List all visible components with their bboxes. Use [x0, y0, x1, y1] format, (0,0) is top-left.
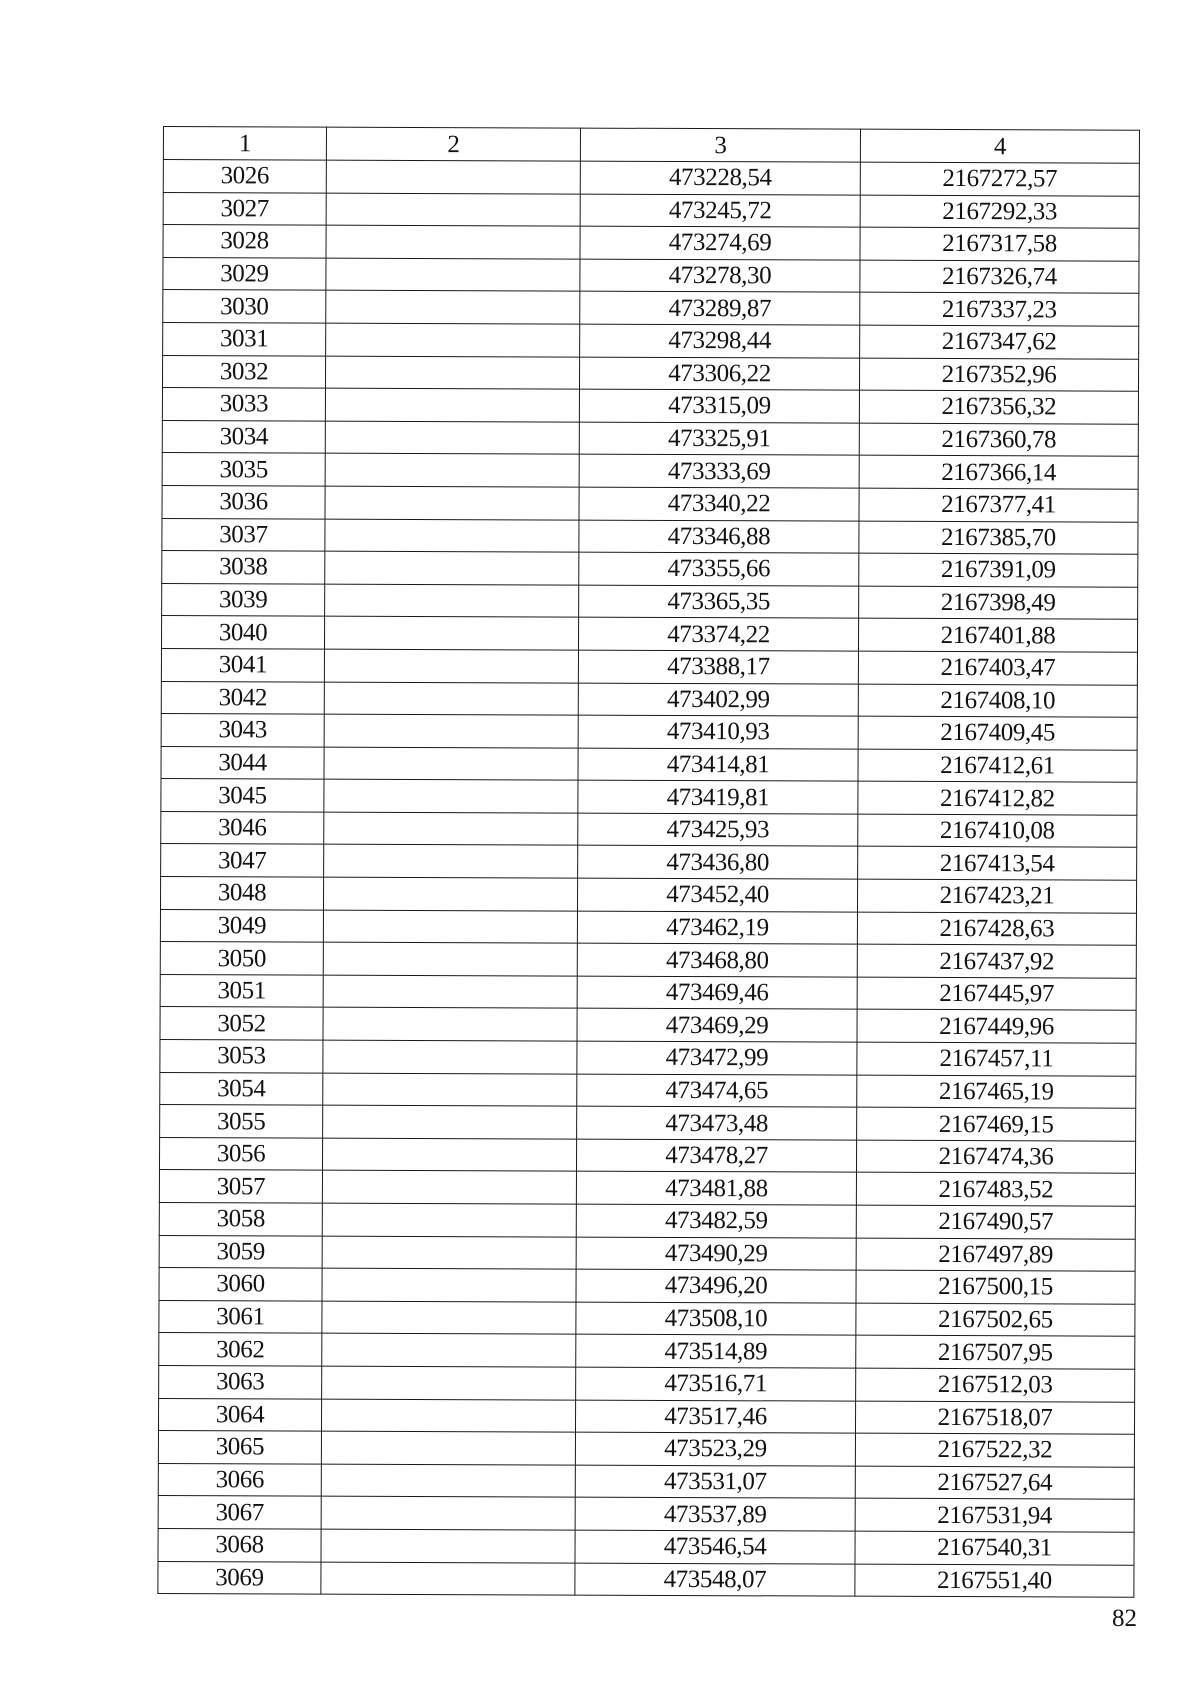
point-number-cell: 3051 [160, 974, 323, 1007]
point-number-cell: 3030 [163, 290, 326, 323]
table-row [159, 1137, 1135, 1173]
table-row [163, 322, 1139, 358]
point-number-cell: 3066 [158, 1463, 321, 1496]
empty-cell [322, 1301, 576, 1335]
table-row [159, 1300, 1135, 1336]
table-row [160, 1072, 1136, 1108]
column-header-4: 4 [860, 129, 1139, 163]
page-number: 82 [1112, 1605, 1137, 1632]
x-coordinate-cell: 473419,81 [578, 780, 858, 814]
point-number-cell: 3065 [158, 1431, 321, 1464]
empty-cell [325, 519, 579, 553]
table-row [160, 877, 1136, 913]
empty-cell [322, 1171, 576, 1205]
table-row [161, 844, 1137, 880]
table-row [161, 648, 1137, 684]
point-number-cell: 3034 [162, 420, 325, 453]
point-number-cell: 3029 [163, 257, 326, 290]
empty-cell [324, 812, 578, 846]
x-coordinate-cell: 473490,29 [576, 1237, 856, 1271]
table-row [160, 1040, 1136, 1076]
x-coordinate-cell: 473278,30 [580, 259, 860, 293]
table-row [163, 257, 1139, 293]
x-coordinate-cell: 473340,22 [579, 487, 859, 521]
point-number-cell: 3036 [162, 485, 325, 518]
empty-cell [322, 1366, 576, 1400]
y-coordinate-cell: 2167366,14 [859, 456, 1138, 490]
x-coordinate-cell: 473306,22 [579, 357, 859, 391]
empty-cell [324, 682, 578, 716]
x-coordinate-cell: 473365,35 [579, 585, 859, 619]
table-row [158, 1463, 1134, 1499]
column-header-2: 2 [326, 127, 580, 161]
coordinates-table [157, 126, 1140, 1598]
table-row [162, 420, 1138, 456]
x-coordinate-cell: 473514,89 [576, 1334, 856, 1368]
y-coordinate-cell: 2167360,78 [859, 423, 1138, 457]
y-coordinate-cell: 2167408,10 [858, 684, 1137, 718]
y-coordinate-cell: 2167317,58 [860, 227, 1139, 261]
x-coordinate-cell: 473516,71 [576, 1367, 856, 1401]
point-number-cell: 3052 [160, 1007, 323, 1040]
point-number-cell: 3026 [163, 160, 326, 193]
empty-cell [325, 388, 579, 422]
empty-cell [321, 1464, 575, 1498]
point-number-cell: 3033 [162, 388, 325, 421]
point-number-cell: 3062 [159, 1333, 322, 1366]
x-coordinate-cell: 473508,10 [576, 1302, 856, 1336]
table-row [161, 746, 1137, 782]
empty-cell [326, 193, 580, 227]
empty-cell [325, 551, 579, 585]
empty-cell [323, 975, 577, 1009]
x-coordinate-cell: 473481,88 [576, 1172, 856, 1206]
y-coordinate-cell: 2167457,11 [857, 1042, 1136, 1076]
empty-cell [325, 356, 579, 390]
point-number-cell: 3057 [159, 1170, 322, 1203]
y-coordinate-cell: 2167377,41 [859, 488, 1138, 522]
table-row [160, 1105, 1136, 1141]
table-row [161, 811, 1137, 847]
point-number-cell: 3047 [161, 844, 324, 877]
y-coordinate-cell: 2167337,23 [860, 293, 1139, 327]
table-header [163, 127, 1139, 164]
x-coordinate-cell: 473388,17 [578, 650, 858, 684]
x-coordinate-cell: 473298,44 [580, 324, 860, 358]
x-coordinate-cell: 473496,20 [576, 1269, 856, 1303]
x-coordinate-cell: 473333,69 [579, 454, 859, 488]
x-coordinate-cell: 473402,99 [578, 683, 858, 717]
point-number-cell: 3050 [160, 942, 323, 975]
point-number-cell: 3037 [162, 518, 325, 551]
empty-cell [326, 323, 580, 357]
point-number-cell: 3069 [158, 1561, 321, 1594]
point-number-cell: 3045 [161, 779, 324, 812]
y-coordinate-cell: 2167497,89 [856, 1238, 1135, 1272]
table-row [162, 551, 1138, 587]
point-number-cell: 3038 [162, 551, 325, 584]
x-coordinate-cell: 473315,09 [579, 389, 859, 423]
empty-cell [324, 649, 578, 683]
x-coordinate-cell: 473548,07 [575, 1563, 855, 1597]
y-coordinate-cell: 2167502,65 [856, 1303, 1135, 1337]
point-number-cell: 3055 [160, 1105, 323, 1138]
empty-cell [321, 1399, 575, 1433]
y-coordinate-cell: 2167401,88 [858, 618, 1137, 652]
point-number-cell: 3049 [160, 909, 323, 942]
table-row [161, 681, 1137, 717]
empty-cell [325, 486, 579, 520]
y-coordinate-cell: 2167483,52 [856, 1173, 1135, 1207]
empty-cell [323, 877, 577, 911]
empty-cell [321, 1529, 575, 1563]
point-number-cell: 3039 [162, 583, 325, 616]
table-row [163, 225, 1139, 261]
point-number-cell: 3059 [159, 1235, 322, 1268]
x-coordinate-cell: 473425,93 [578, 813, 858, 847]
table-row [159, 1333, 1135, 1369]
y-coordinate-cell: 2167347,62 [860, 325, 1139, 359]
table-row [160, 942, 1136, 978]
y-coordinate-cell: 2167474,36 [856, 1140, 1135, 1174]
point-number-cell: 3031 [163, 322, 326, 355]
column-header-3: 3 [580, 128, 860, 162]
empty-cell [325, 584, 579, 618]
table-row [163, 290, 1139, 326]
table-row [163, 160, 1139, 196]
x-coordinate-cell: 473474,65 [577, 1074, 857, 1108]
y-coordinate-cell: 2167490,57 [856, 1205, 1135, 1239]
x-coordinate-cell: 473374,22 [578, 617, 858, 651]
y-coordinate-cell: 2167518,07 [855, 1401, 1134, 1435]
empty-cell [324, 845, 578, 879]
x-coordinate-cell: 473546,54 [575, 1530, 855, 1564]
empty-cell [321, 1562, 575, 1596]
table-row [161, 616, 1137, 652]
header-row [163, 127, 1139, 164]
empty-cell [323, 910, 577, 944]
empty-cell [324, 779, 578, 813]
y-coordinate-cell: 2167449,96 [857, 1010, 1136, 1044]
point-number-cell: 3048 [160, 877, 323, 910]
point-number-cell: 3040 [161, 616, 324, 649]
point-number-cell: 3068 [158, 1528, 321, 1561]
table-row [162, 355, 1138, 391]
table-row [161, 714, 1137, 750]
table-row [158, 1398, 1134, 1434]
point-number-cell: 3061 [159, 1300, 322, 1333]
table-row [158, 1496, 1134, 1532]
y-coordinate-cell: 2167512,03 [856, 1368, 1135, 1402]
y-coordinate-cell: 2167531,94 [855, 1499, 1134, 1533]
y-coordinate-cell: 2167500,15 [856, 1270, 1135, 1304]
x-coordinate-cell: 473473,48 [577, 1106, 857, 1140]
point-number-cell: 3035 [162, 453, 325, 486]
x-coordinate-cell: 473468,80 [577, 943, 857, 977]
y-coordinate-cell: 2167522,32 [855, 1433, 1134, 1467]
empty-cell [322, 1203, 576, 1237]
x-coordinate-cell: 473469,46 [577, 976, 857, 1010]
y-coordinate-cell: 2167527,64 [855, 1466, 1134, 1500]
table-row [162, 583, 1138, 619]
y-coordinate-cell: 2167412,61 [858, 749, 1137, 783]
empty-cell [324, 616, 578, 650]
y-coordinate-cell: 2167410,08 [858, 814, 1137, 848]
point-number-cell: 3060 [159, 1268, 322, 1301]
table-row [162, 485, 1138, 521]
x-coordinate-cell: 473228,54 [580, 161, 860, 195]
x-coordinate-cell: 473289,87 [580, 291, 860, 325]
empty-cell [323, 942, 577, 976]
point-number-cell: 3044 [161, 746, 324, 779]
empty-cell [323, 1040, 577, 1074]
point-number-cell: 3056 [159, 1137, 322, 1170]
table-row [158, 1561, 1134, 1597]
empty-cell [321, 1496, 575, 1530]
empty-cell [325, 421, 579, 455]
x-coordinate-cell: 473478,27 [576, 1139, 856, 1173]
table-row [162, 518, 1138, 554]
point-number-cell: 3043 [161, 714, 324, 747]
empty-cell [322, 1268, 576, 1302]
x-coordinate-cell: 473245,72 [580, 194, 860, 228]
empty-cell [324, 747, 578, 781]
empty-cell [326, 291, 580, 325]
y-coordinate-cell: 2167540,31 [855, 1531, 1134, 1565]
empty-cell [323, 1073, 577, 1107]
x-coordinate-cell: 473517,46 [575, 1400, 855, 1434]
point-number-cell: 3064 [158, 1398, 321, 1431]
point-number-cell: 3058 [159, 1202, 322, 1235]
x-coordinate-cell: 473531,07 [575, 1465, 855, 1499]
empty-cell [322, 1236, 576, 1270]
table-row [159, 1235, 1135, 1271]
table-row [159, 1202, 1135, 1238]
table-row [161, 779, 1137, 815]
x-coordinate-cell: 473452,40 [577, 878, 857, 912]
table-body [158, 160, 1139, 1598]
y-coordinate-cell: 2167391,09 [859, 553, 1138, 587]
y-coordinate-cell: 2167413,54 [858, 847, 1137, 881]
empty-cell [322, 1138, 576, 1172]
table-row [159, 1365, 1135, 1401]
y-coordinate-cell: 2167403,47 [858, 651, 1137, 685]
y-coordinate-cell: 2167428,63 [857, 912, 1136, 946]
x-coordinate-cell: 473274,69 [580, 226, 860, 260]
y-coordinate-cell: 2167507,95 [856, 1336, 1135, 1370]
empty-cell [321, 1431, 575, 1465]
point-number-cell: 3042 [161, 681, 324, 714]
empty-cell [323, 1008, 577, 1042]
empty-cell [322, 1333, 576, 1367]
y-coordinate-cell: 2167465,19 [857, 1075, 1136, 1109]
point-number-cell: 3027 [163, 192, 326, 225]
empty-cell [326, 258, 580, 292]
x-coordinate-cell: 473469,29 [577, 1009, 857, 1043]
point-number-cell: 3032 [162, 355, 325, 388]
table-row [158, 1431, 1134, 1467]
x-coordinate-cell: 473414,81 [578, 748, 858, 782]
table-row [162, 388, 1138, 424]
table-row [160, 974, 1136, 1010]
x-coordinate-cell: 473482,59 [576, 1204, 856, 1238]
y-coordinate-cell: 2167385,70 [859, 521, 1138, 555]
x-coordinate-cell: 473325,91 [579, 422, 859, 456]
table-row [160, 1007, 1136, 1043]
point-number-cell: 3054 [160, 1072, 323, 1105]
y-coordinate-cell: 2167326,74 [860, 260, 1139, 294]
y-coordinate-cell: 2167292,33 [860, 195, 1139, 229]
y-coordinate-cell: 2167272,57 [860, 162, 1139, 196]
x-coordinate-cell: 473355,66 [579, 552, 859, 586]
y-coordinate-cell: 2167352,96 [859, 358, 1138, 392]
x-coordinate-cell: 473523,29 [575, 1432, 855, 1466]
table-row [160, 909, 1136, 945]
x-coordinate-cell: 473410,93 [578, 715, 858, 749]
x-coordinate-cell: 473537,89 [575, 1497, 855, 1531]
y-coordinate-cell: 2167445,97 [857, 977, 1136, 1011]
point-number-cell: 3041 [161, 648, 324, 681]
x-coordinate-cell: 473436,80 [578, 846, 858, 880]
empty-cell [324, 714, 578, 748]
y-coordinate-cell: 2167423,21 [857, 879, 1136, 913]
x-coordinate-cell: 473346,88 [579, 520, 859, 554]
point-number-cell: 3053 [160, 1040, 323, 1073]
y-coordinate-cell: 2167551,40 [855, 1564, 1134, 1598]
table-row [162, 453, 1138, 489]
empty-cell [325, 453, 579, 487]
table-row [159, 1268, 1135, 1304]
y-coordinate-cell: 2167356,32 [859, 390, 1138, 424]
table-row [158, 1528, 1134, 1564]
y-coordinate-cell: 2167398,49 [859, 586, 1138, 620]
point-number-cell: 3063 [159, 1365, 322, 1398]
point-number-cell: 3067 [158, 1496, 321, 1529]
empty-cell [326, 225, 580, 259]
x-coordinate-cell: 473472,99 [577, 1041, 857, 1075]
empty-cell [323, 1105, 577, 1139]
empty-cell [326, 160, 580, 194]
y-coordinate-cell: 2167469,15 [857, 1107, 1136, 1141]
y-coordinate-cell: 2167412,82 [858, 781, 1137, 815]
y-coordinate-cell: 2167409,45 [858, 716, 1137, 750]
table-row [159, 1170, 1135, 1206]
point-number-cell: 3028 [163, 225, 326, 258]
x-coordinate-cell: 473462,19 [577, 911, 857, 945]
y-coordinate-cell: 2167437,92 [857, 944, 1136, 978]
point-number-cell: 3046 [161, 811, 324, 844]
column-header-1: 1 [163, 127, 326, 161]
table-row [163, 192, 1139, 228]
